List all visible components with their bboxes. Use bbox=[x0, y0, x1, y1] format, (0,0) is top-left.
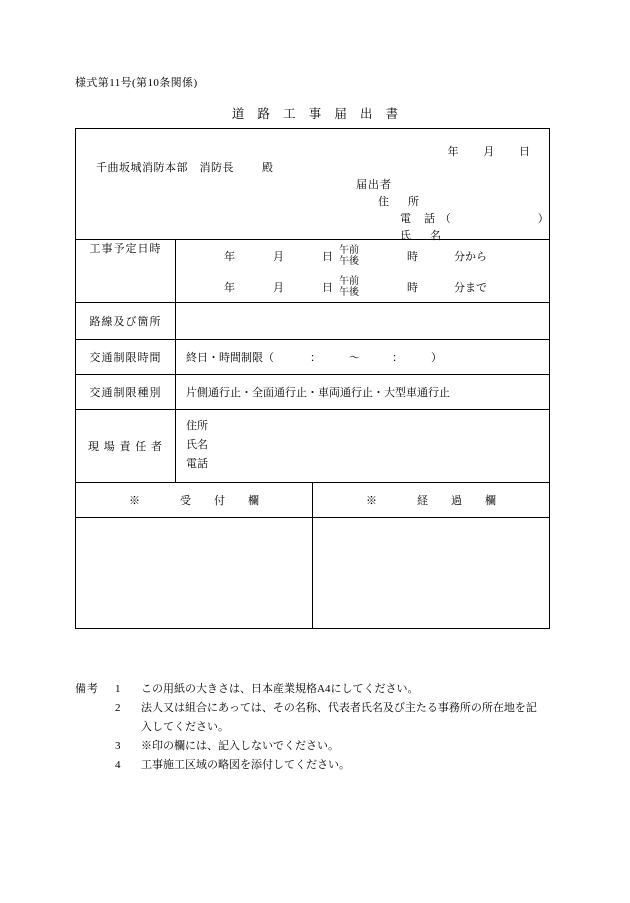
table-row bbox=[76, 518, 550, 629]
schedule-label: 工事予定日時 bbox=[89, 243, 162, 255]
manager-label-cell bbox=[76, 410, 176, 483]
note-number: 2 bbox=[115, 702, 121, 714]
date-day-label: 日 bbox=[519, 146, 532, 158]
limit-time-label-cell bbox=[76, 340, 176, 375]
schedule-from-month: 月 bbox=[273, 250, 284, 263]
manager-field-name: 氏名 bbox=[186, 439, 208, 451]
limit-type-value: 片側通行止・全面通行止・車両通行止・大型車通行止 bbox=[186, 387, 450, 399]
manager-fields bbox=[176, 410, 549, 481]
phone-paren-close: ） bbox=[537, 213, 550, 225]
limit-type-value-cell[interactable] bbox=[176, 375, 550, 410]
submission-date-line bbox=[428, 143, 532, 159]
table-row bbox=[76, 483, 550, 518]
limit-time-suffix: ） bbox=[431, 352, 442, 364]
schedule-from-pm: 午後 bbox=[339, 255, 359, 267]
limit-type-label: 交通制限種別 bbox=[89, 387, 162, 399]
table-row bbox=[76, 340, 550, 375]
note-item bbox=[75, 699, 575, 718]
table-row bbox=[76, 375, 550, 410]
note-text: この用紙の大きさは、日本産業規格A4にしてください。 bbox=[141, 683, 419, 695]
addressee-name: 千曲坂城消防本部 消防長 bbox=[96, 162, 234, 174]
note-number: 3 bbox=[115, 740, 121, 752]
form-table bbox=[75, 128, 550, 629]
schedule-to-minute: 分まで bbox=[454, 281, 487, 294]
schedule-to-hour: 時 bbox=[407, 281, 418, 294]
schedule-to-ampm bbox=[339, 276, 359, 298]
progress-header: ※ 経 過 欄 bbox=[366, 495, 502, 507]
manager-field-address: 住所 bbox=[186, 420, 208, 432]
note-text: 法人又は組合にあっては、その名称、代表者氏名及び主たる事務所の所在地を記 bbox=[141, 702, 537, 714]
schedule-from-day: 日 bbox=[322, 250, 333, 263]
limit-time-colon2: ： bbox=[392, 352, 403, 364]
limit-time-value bbox=[176, 340, 549, 374]
route-value bbox=[176, 303, 549, 339]
note-item bbox=[75, 756, 575, 775]
progress-body bbox=[313, 518, 549, 530]
schedule-from-hour: 時 bbox=[407, 250, 418, 263]
note-number: 4 bbox=[115, 759, 121, 771]
table-row bbox=[76, 129, 550, 240]
phone-paren-open: （ bbox=[439, 213, 452, 225]
manager-label: 現 場 責 任 者 bbox=[88, 441, 163, 453]
manager-field-phone: 電話 bbox=[186, 458, 208, 470]
header-cell bbox=[76, 129, 550, 240]
date-year-label: 年 bbox=[447, 146, 460, 158]
table-row bbox=[76, 240, 550, 303]
note-item bbox=[75, 737, 575, 756]
note-item-continuation bbox=[75, 718, 575, 737]
progress-header-cell bbox=[313, 483, 550, 518]
schedule-to-pm: 午後 bbox=[339, 286, 359, 298]
schedule-to-month: 月 bbox=[273, 281, 284, 294]
applicant-phone-row bbox=[356, 211, 550, 228]
receipt-header: ※ 受 付 欄 bbox=[129, 495, 265, 507]
note-text-continued: 入してください。 bbox=[141, 721, 229, 733]
limit-type-label-cell bbox=[76, 375, 176, 410]
limit-time-prefix: 終日・時間制限（ bbox=[186, 352, 274, 364]
table-row bbox=[76, 303, 550, 340]
limit-time-tilde: ～ bbox=[349, 352, 360, 364]
note-item bbox=[75, 680, 575, 699]
receipt-body-cell[interactable] bbox=[76, 518, 313, 629]
date-month-label: 月 bbox=[483, 146, 496, 158]
limit-time-colon1: ： bbox=[310, 352, 321, 364]
schedule-to-am: 午前 bbox=[339, 275, 359, 287]
schedule-from-ampm bbox=[339, 245, 359, 267]
applicant-phone-label: 電 話 bbox=[400, 213, 436, 225]
notes-section bbox=[75, 680, 575, 775]
applicant-name-label: 氏 名 bbox=[400, 230, 445, 242]
schedule-to-day: 日 bbox=[322, 281, 333, 294]
addressee-honorific: 殿 bbox=[262, 162, 274, 174]
limit-time-value-cell[interactable] bbox=[176, 340, 550, 375]
applicant-address-label: 住 所 bbox=[378, 196, 423, 208]
schedule-rows bbox=[176, 240, 549, 302]
form-table-container bbox=[75, 128, 549, 629]
notes-label: 備考 bbox=[75, 683, 99, 695]
page-title: 道 路 工 事 届 出 書 bbox=[231, 107, 404, 121]
progress-body-cell[interactable] bbox=[313, 518, 550, 629]
table-row bbox=[76, 410, 550, 483]
applicant-title: 届出者 bbox=[356, 179, 392, 191]
schedule-value-cell bbox=[176, 240, 550, 303]
route-value-cell[interactable] bbox=[176, 303, 550, 340]
route-label: 路線及び箇所 bbox=[89, 316, 162, 328]
schedule-row-to bbox=[176, 271, 549, 302]
receipt-header-cell bbox=[76, 483, 313, 518]
note-text: ※印の欄には、記入しないでください。 bbox=[141, 740, 339, 752]
receipt-body bbox=[76, 518, 312, 530]
schedule-from-am: 午前 bbox=[339, 244, 359, 256]
form-number: 様式第11号(第10条関係) bbox=[75, 77, 198, 89]
schedule-label-cell bbox=[76, 240, 176, 303]
applicant-block bbox=[356, 177, 550, 245]
note-number: 1 bbox=[115, 683, 121, 695]
schedule-row-from bbox=[176, 240, 549, 271]
schedule-from-minute: 分から bbox=[454, 250, 487, 263]
limit-time-label: 交通制限時間 bbox=[89, 352, 162, 364]
manager-value-cell[interactable] bbox=[176, 410, 550, 483]
header-block bbox=[76, 129, 550, 242]
schedule-to-year: 年 bbox=[224, 281, 235, 294]
addressee-line bbox=[96, 159, 274, 175]
schedule-from-year: 年 bbox=[224, 250, 235, 263]
note-text: 工事施工区域の略図を添付してください。 bbox=[141, 759, 350, 771]
route-label-cell bbox=[76, 303, 176, 340]
